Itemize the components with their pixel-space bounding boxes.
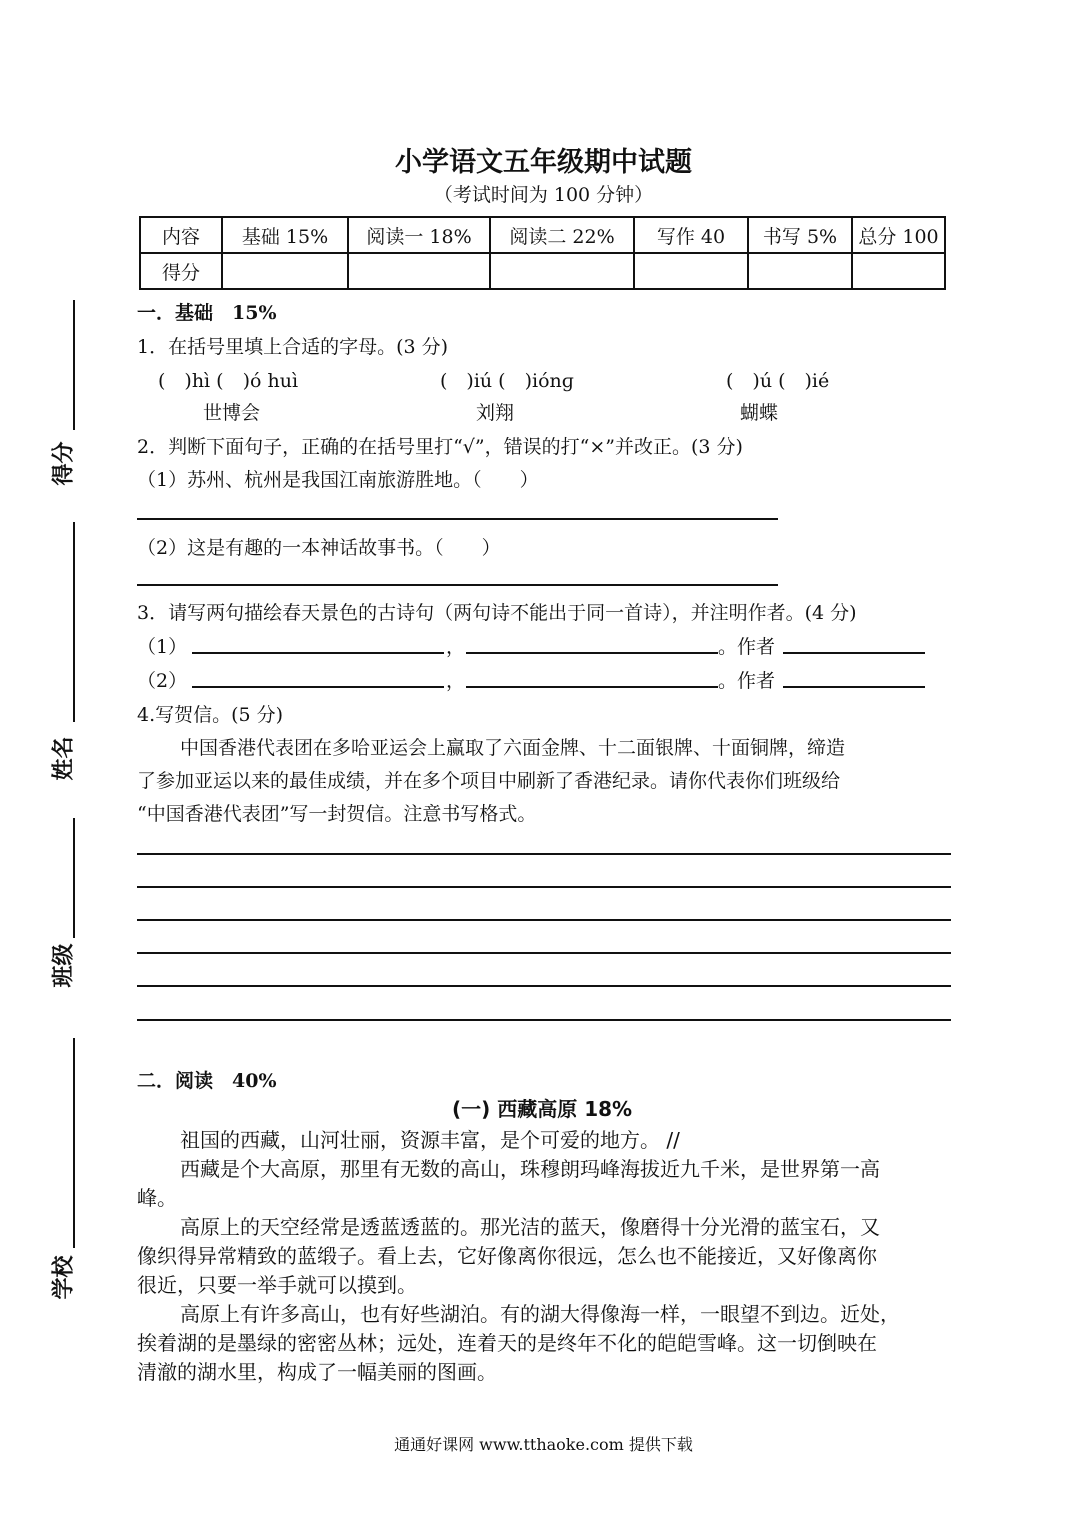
name-side-label: 姓名 [51, 736, 77, 781]
passage-line: 高原上有许多高山，也有好些湖泊。有的湖大得像海一样，一眼望不到边。近处， [180, 1302, 900, 1326]
binding-line-4 [73, 1038, 75, 1248]
score-cell[interactable] [490, 253, 634, 289]
score-cell[interactable] [348, 253, 490, 289]
score-table-header: 内容 [140, 217, 222, 253]
score-table-header: 写作 40 [634, 217, 748, 253]
score-cell[interactable] [852, 253, 945, 289]
score-table-header: 基础 15% [222, 217, 348, 253]
passage-title: (一) 西藏高原 18% [452, 1097, 633, 1121]
q1-pinyin-3: ( )ú ( )ié [726, 370, 830, 392]
q3-row-2-comma: ， [446, 670, 466, 692]
q3-row-1-comma: ， [446, 636, 466, 658]
q1-pinyin-1: ( )hì ( )ó huì [158, 370, 299, 392]
score-table-score-row [140, 253, 945, 289]
binding-line-1 [73, 300, 75, 430]
score-table [139, 216, 946, 290]
q3-prompt: 3．请写两句描绘春天景色的古诗句（两句诗不能出于同一首诗），并注明作者。(4 分) [137, 602, 857, 624]
page-title: 小学语文五年级期中试题 [395, 147, 692, 178]
q2-answer-line-2[interactable] [137, 584, 778, 586]
score-cell[interactable] [748, 253, 852, 289]
q4-text-line-2: 了参加亚运以来的最佳成绩，并在多个项目中刷新了香港纪录。请你代表你们班级给 [137, 770, 841, 792]
q2-prompt: 2．判断下面句子，正确的在括号里打“√”，错误的打“×”并改正。(3 分) [137, 436, 743, 458]
q4-writing-line[interactable] [137, 952, 951, 954]
passage-line: 很近，只要一举手就可以摸到。 [137, 1273, 417, 1297]
q1-word-2: 刘翔 [476, 402, 515, 424]
score-table-header-row [140, 217, 945, 253]
passage-line: 高原上的天空经常是透蓝透蓝的。那光洁的蓝天，像磨得十分光滑的蓝宝石，又 [180, 1215, 880, 1239]
q4-writing-line[interactable] [137, 919, 951, 921]
q3-row-1-author-blank[interactable] [783, 652, 925, 654]
score-table-header: 阅读二 22% [490, 217, 634, 253]
footer-download-note: 通通好课网 www.tthaoke.com 提供下载 [394, 1435, 693, 1454]
q3-row-2-blank-2[interactable] [466, 686, 718, 688]
q3-row-2-label: （2） [137, 670, 188, 692]
score-table-header: 总分 100 [852, 217, 945, 253]
q4-text-line-1: 中国香港代表团在多哈亚运会上赢取了六面金牌、十二面银牌、十面铜牌，缔造 [180, 737, 846, 759]
q1-prompt: 1．在括号里填上合适的字母。(3 分) [137, 336, 449, 358]
passage-line: 挨着湖的是墨绿的密密丛林；远处，连着天的是终年不化的皑皑雪峰。这一切倒映在 [137, 1331, 877, 1355]
q2-item-1: （1）苏州、杭州是我国江南旅游胜地。（ ） [137, 469, 539, 491]
q4-text-line-3: “中国香港代表团”写一封贺信。注意书写格式。 [137, 803, 537, 825]
q4-writing-line[interactable] [137, 985, 951, 987]
exam-time-subtitle: （考试时间为 100 分钟） [433, 184, 654, 206]
q1-pinyin-2: ( )iú ( )iónɡ [440, 370, 574, 392]
passage-line: 像织得异常精致的蓝缎子。看上去，它好像离你很远，怎么也不能接近，又好像离你 [137, 1244, 877, 1268]
q2-item-2: （2）这是有趣的一本神话故事书。（ ） [137, 537, 501, 559]
passage-line: 祖国的西藏，山河壮丽，资源丰富，是个可爱的地方。 // [180, 1128, 680, 1152]
section-2-heading: 二．阅读 40% [137, 1070, 277, 1092]
q3-row-1-author-label: 。作者 [718, 636, 776, 658]
q3-row-2-author-blank[interactable] [783, 686, 925, 688]
q4-writing-line[interactable] [137, 853, 951, 855]
score-side-label: 得分 [51, 441, 77, 486]
q3-row-1-blank-1[interactable] [192, 652, 444, 654]
q1-word-3: 蝴蝶 [740, 402, 779, 424]
section-1-heading: 一．基础 15% [137, 302, 277, 324]
q4-prompt: 4.写贺信。(5 分) [137, 704, 284, 726]
binding-line-2 [73, 522, 75, 722]
passage-line: 清澈的湖水里，构成了一幅美丽的图画。 [137, 1360, 497, 1384]
score-table-header: 阅读一 18% [348, 217, 490, 253]
score-cell[interactable] [222, 253, 348, 289]
binding-line-3 [73, 818, 75, 938]
q3-row-1-label: （1） [137, 636, 188, 658]
q4-writing-line[interactable] [137, 886, 951, 888]
passage-line: 西藏是个大高原，那里有无数的高山，珠穆朗玛峰海拔近九千米，是世界第一高 [180, 1157, 880, 1181]
q2-answer-line-1[interactable] [137, 518, 778, 520]
score-cell[interactable] [634, 253, 748, 289]
q3-row-1-blank-2[interactable] [466, 652, 718, 654]
q3-row-2-author-label: 。作者 [718, 670, 776, 692]
q1-word-1: 世博会 [203, 402, 261, 424]
score-table-header: 书写 5% [748, 217, 852, 253]
passage-line: 峰。 [137, 1186, 177, 1210]
q4-writing-line[interactable] [137, 1019, 951, 1021]
q3-row-2-blank-1[interactable] [192, 686, 444, 688]
class-side-label: 班级 [51, 943, 77, 988]
score-row-label: 得分 [140, 253, 222, 289]
school-side-label: 学校 [51, 1255, 77, 1300]
